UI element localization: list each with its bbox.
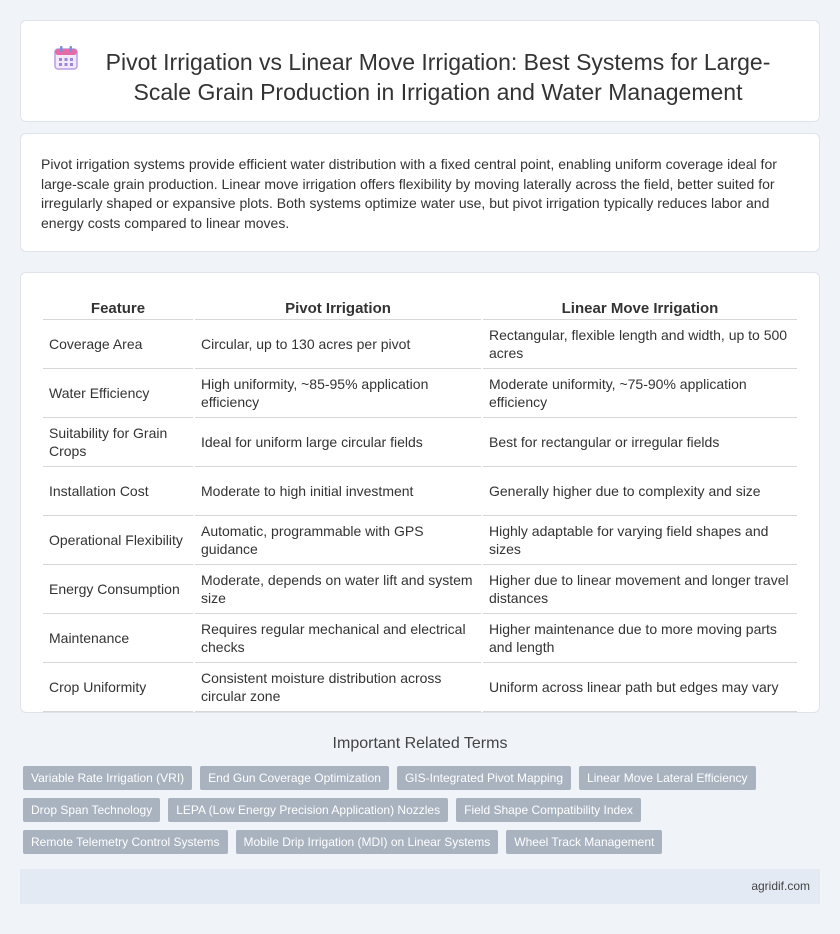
table-row	[43, 320, 797, 369]
table-cell-pivot: High uniformity, ~85-95% application efficiency	[195, 369, 481, 418]
table-cell-feature: Operational Flexibility	[43, 516, 193, 565]
term-tag[interactable]: Drop Span Technology	[23, 798, 160, 822]
table-cell-feature: Maintenance	[43, 614, 193, 663]
footer-site-link[interactable]: agridif.com	[751, 879, 810, 893]
table-row	[43, 663, 797, 712]
header-feature: Feature	[43, 295, 193, 320]
table-row	[43, 467, 797, 516]
table-row	[43, 418, 797, 467]
table-cell-pivot: Moderate, depends on water lift and system size	[195, 565, 481, 614]
table-cell-pivot: Automatic, programmable with GPS guidance	[195, 516, 481, 565]
table-cell-pivot: Ideal for uniform large circular fields	[195, 418, 481, 467]
table-cell-feature: Installation Cost	[43, 467, 193, 516]
title-card	[20, 20, 820, 122]
table-cell-linear: Higher due to linear movement and longer travel distances	[483, 565, 797, 614]
table-cell-pivot: Circular, up to 130 acres per pivot	[195, 320, 481, 369]
term-tag[interactable]: Remote Telemetry Control Systems	[23, 830, 228, 854]
table-cell-linear: Highly adaptable for varying field shapes and sizes	[483, 516, 797, 565]
term-tag[interactable]: Field Shape Compatibility Index	[456, 798, 641, 822]
header-linear: Linear Move Irrigation	[483, 295, 797, 320]
table-cell-linear: Rectangular, flexible length and width, up to 500 acres	[483, 320, 797, 369]
term-tag[interactable]: Variable Rate Irrigation (VRI)	[23, 766, 192, 790]
table-row	[43, 565, 797, 614]
page-title: Pivot Irrigation vs Linear Move Irrigation: Best Systems for Large-Scale Grain Production in Irrigation and Water Management	[105, 49, 771, 105]
table-cell-feature: Suitability for Grain Crops	[43, 418, 193, 467]
table-cell-pivot: Requires regular mechanical and electrical checks	[195, 614, 481, 663]
table-row	[43, 516, 797, 565]
intro-paragraph: Pivot irrigation systems provide efficient water distribution with a fixed central point, enabling uniform coverage ideal for large-scale grain production. Linear move irrigation offers flexibility by moving laterally across the field, better suited for irregularly shaped or expansive plots. Both systems optimize water use, but pivot irrigation typically reduces labor and energy costs compared to linear moves.	[41, 156, 777, 231]
table-cell-linear: Best for rectangular or irregular fields	[483, 418, 797, 467]
comparison-table-card	[20, 272, 820, 713]
term-tag[interactable]: LEPA (Low Energy Precision Application) Nozzles	[168, 798, 448, 822]
intro-card	[20, 133, 820, 252]
table-cell-linear: Uniform across linear path but edges may vary	[483, 663, 797, 712]
table-cell-feature: Energy Consumption	[43, 565, 193, 614]
table-cell-feature: Water Efficiency	[43, 369, 193, 418]
term-tag[interactable]: Mobile Drip Irrigation (MDI) on Linear Systems	[236, 830, 499, 854]
term-tag[interactable]: Linear Move Lateral Efficiency	[579, 766, 756, 790]
table-cell-linear: Higher maintenance due to more moving parts and length	[483, 614, 797, 663]
table-cell-pivot: Moderate to high initial investment	[195, 467, 481, 516]
page-title-wrap	[51, 47, 791, 107]
comparison-table	[41, 295, 799, 712]
term-tag[interactable]: End Gun Coverage Optimization	[200, 766, 389, 790]
term-tag[interactable]: Wheel Track Management	[506, 830, 662, 854]
table-cell-feature: Coverage Area	[43, 320, 193, 369]
table-cell-linear: Generally higher due to complexity and size	[483, 467, 797, 516]
table-header-row	[43, 295, 797, 320]
term-tag[interactable]: GIS-Integrated Pivot Mapping	[397, 766, 571, 790]
related-terms-heading: Important Related Terms	[332, 735, 508, 752]
table-row	[43, 614, 797, 663]
footer	[20, 869, 820, 904]
table-row	[43, 369, 797, 418]
table-cell-pivot: Consistent moisture distribution across circular zone	[195, 663, 481, 712]
table-cell-linear: Moderate uniformity, ~75-90% application efficiency	[483, 369, 797, 418]
table-cell-feature: Crop Uniformity	[43, 663, 193, 712]
header-pivot: Pivot Irrigation	[195, 295, 481, 320]
related-terms-list	[23, 766, 803, 854]
